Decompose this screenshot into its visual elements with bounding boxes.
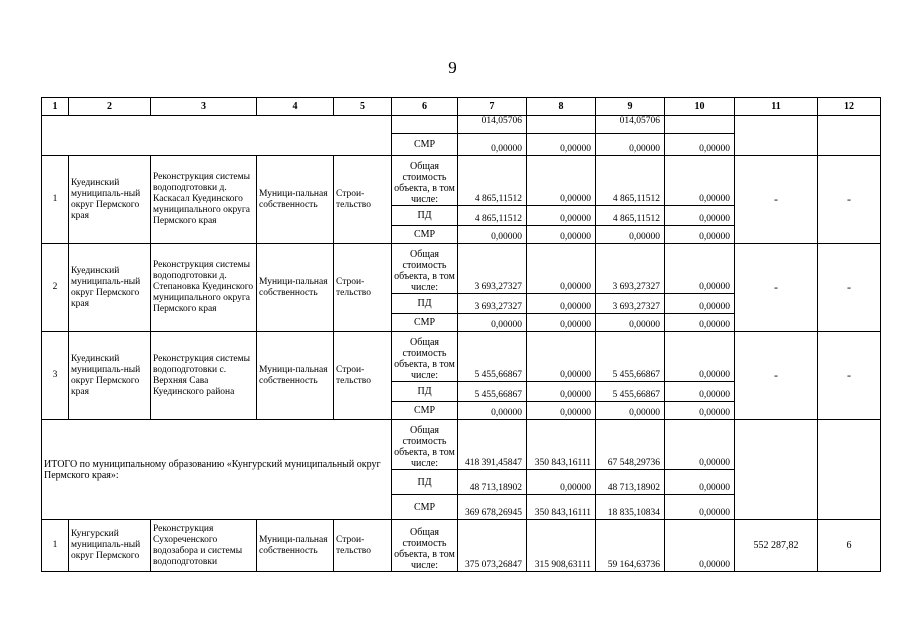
- value-cell: 0,00000: [665, 332, 735, 382]
- kind-cell: Строи-тельство: [334, 332, 392, 420]
- district-cell: Куединский муниципаль-ный округ Пермского края: [69, 244, 151, 332]
- value-cell: 59 164,63736: [596, 520, 665, 572]
- value-cell: 0,00000: [527, 294, 596, 314]
- kind-cell: Строи-тельство: [334, 520, 392, 572]
- page-number: 9: [448, 58, 457, 77]
- value-cell: 0,00000: [527, 382, 596, 402]
- value-cell: 0,00000: [665, 226, 735, 244]
- pd-label: ПД: [392, 206, 458, 226]
- object-cell: Реконструкция Сухореченского водозабора и системы водоподготовки: [151, 520, 257, 572]
- object-row: [42, 520, 881, 572]
- value-cell: 3 693,27327: [458, 244, 527, 294]
- continuation-empty: [42, 116, 392, 156]
- value-cell: 0,00000: [665, 470, 735, 495]
- total-label: Общая стоимость объекта, в том числе:: [392, 420, 458, 470]
- value-cell: 0,00000: [665, 402, 735, 420]
- header-cell: 7: [458, 98, 527, 116]
- value-cell: 5 455,66867: [596, 332, 665, 382]
- header-cell: 8: [527, 98, 596, 116]
- ownership-cell: Муници-пальная собственность: [257, 332, 334, 420]
- header-cell: 1: [42, 98, 69, 116]
- total-label: Общая стоимость объекта, в том числе:: [392, 244, 458, 294]
- value-cell: 0,00000: [665, 382, 735, 402]
- value-cell: 5 455,66867: [596, 382, 665, 402]
- value-cell: 0,00000: [527, 206, 596, 226]
- value-cell: 48 713,18902: [458, 470, 527, 495]
- row-number: 1: [42, 520, 69, 572]
- header-cell: 12: [818, 98, 881, 116]
- value-cell: 350 843,16111: [527, 420, 596, 470]
- value-cell: 375 073,26847: [458, 520, 527, 572]
- value-cell: 48 713,18902: [596, 470, 665, 495]
- object-cell: Реконструкция системы водоподготовки с. Верхняя Сава Куединского района: [151, 332, 257, 420]
- value-cell: 4 865,11512: [458, 156, 527, 206]
- value-cell: 4 865,11512: [596, 206, 665, 226]
- value-cell: 0,00000: [665, 294, 735, 314]
- header-cell: 10: [665, 98, 735, 116]
- total-label: Общая стоимость объекта, в том числе:: [392, 156, 458, 206]
- value-cell: 0,00000: [458, 134, 527, 156]
- pd-label: ПД: [392, 382, 458, 402]
- header-cell: 3: [151, 98, 257, 116]
- district-cell: Куединский муниципаль-ный округ Пермского края: [69, 332, 151, 420]
- object-cell: Реконструкция системы водоподготовки д. Степановка Куединского муниципального округа Пермского края: [151, 244, 257, 332]
- value-cell: 0,00000: [527, 244, 596, 294]
- value-cell: 014,05706: [596, 116, 665, 134]
- header-row: [42, 98, 881, 116]
- smr-label: СМР: [392, 495, 458, 520]
- value-cell: 0,00000: [596, 402, 665, 420]
- value-cell: 0,00000: [527, 226, 596, 244]
- object-row: [42, 244, 881, 294]
- pd-label: ПД: [392, 294, 458, 314]
- col11-cell: -: [735, 156, 818, 244]
- row-number: 1: [42, 156, 69, 244]
- value-cell: 0,00000: [596, 314, 665, 332]
- value-cell: 418 391,45847: [458, 420, 527, 470]
- header-cell: 5: [334, 98, 392, 116]
- total-label: Общая стоимость объекта, в том числе:: [392, 520, 458, 572]
- smr-label: СМР: [392, 134, 458, 156]
- col12-cell: -: [818, 156, 881, 244]
- district-cell: Кунгурский муниципаль-ный округ Пермского: [69, 520, 151, 572]
- value-cell: 0,00000: [527, 332, 596, 382]
- ownership-cell: Муници-пальная собственность: [257, 156, 334, 244]
- col12-cell: -: [818, 244, 881, 332]
- value-cell: 5 455,66867: [458, 382, 527, 402]
- value-cell: 0,00000: [596, 226, 665, 244]
- object-row: [42, 332, 881, 382]
- smr-label: СМР: [392, 402, 458, 420]
- value-cell: 67 548,29736: [596, 420, 665, 470]
- value-cell: 5 455,66867: [458, 332, 527, 382]
- smr-label: СМР: [392, 226, 458, 244]
- value-cell: 3 693,27327: [596, 294, 665, 314]
- object-cell: Реконструкция системы водоподготовки д. Каскасал Куединского муниципального округа Пермского края: [151, 156, 257, 244]
- header-cell: 4: [257, 98, 334, 116]
- budget-table: [41, 97, 881, 572]
- continuation-row: [42, 116, 881, 134]
- value-cell: 4 865,11512: [596, 156, 665, 206]
- value-cell: 0,00000: [665, 156, 735, 206]
- value-cell: 0,00000: [665, 520, 735, 572]
- object-row: [42, 156, 881, 206]
- value-cell: 3 693,27327: [596, 244, 665, 294]
- value-cell: 014,05706: [458, 116, 527, 134]
- value-cell: 0,00000: [527, 470, 596, 495]
- value-cell: 0,00000: [527, 134, 596, 156]
- value-cell: 350 843,16111: [527, 495, 596, 520]
- col12-cell: -: [818, 332, 881, 420]
- value-cell: 0,00000: [596, 134, 665, 156]
- value-cell: 3 693,27327: [458, 294, 527, 314]
- value-cell: 0,00000: [665, 244, 735, 294]
- value-cell: 315 908,63111: [527, 520, 596, 572]
- value-cell: 0,00000: [527, 314, 596, 332]
- ownership-cell: Муници-пальная собственность: [257, 244, 334, 332]
- value-cell: 0,00000: [458, 402, 527, 420]
- header-cell: 2: [69, 98, 151, 116]
- value-cell: 0,00000: [665, 134, 735, 156]
- col12-cell: 6: [818, 520, 881, 572]
- header-cell: 9: [596, 98, 665, 116]
- row-number: 3: [42, 332, 69, 420]
- col11-cell: -: [735, 244, 818, 332]
- pd-label: ПД: [392, 470, 458, 495]
- value-cell: 0,00000: [665, 495, 735, 520]
- value-cell: 0,00000: [665, 314, 735, 332]
- value-cell: 0,00000: [665, 206, 735, 226]
- col11-cell: -: [735, 332, 818, 420]
- col11-cell: 552 287,82: [735, 520, 818, 572]
- row-number: 2: [42, 244, 69, 332]
- kind-cell: Строи-тельство: [334, 156, 392, 244]
- header-cell: 11: [735, 98, 818, 116]
- kind-cell: Строи-тельство: [334, 244, 392, 332]
- value-cell: 0,00000: [458, 226, 527, 244]
- value-cell: 0,00000: [665, 420, 735, 470]
- subtotal-row: [42, 420, 881, 470]
- value-cell: 369 678,26945: [458, 495, 527, 520]
- subtotal-label: ИТОГО по муниципальному образованию «Кунгурский муниципальный округ Пермского края»:: [42, 420, 392, 520]
- header-cell: 6: [392, 98, 458, 116]
- value-cell: 0,00000: [458, 314, 527, 332]
- value-cell: 0,00000: [527, 402, 596, 420]
- district-cell: Куединский муниципаль-ный округ Пермского края: [69, 156, 151, 244]
- value-cell: 0,00000: [527, 156, 596, 206]
- total-label: Общая стоимость объекта, в том числе:: [392, 332, 458, 382]
- smr-label: СМР: [392, 314, 458, 332]
- value-cell: 18 835,10834: [596, 495, 665, 520]
- value-cell: 4 865,11512: [458, 206, 527, 226]
- ownership-cell: Муници-пальная собственность: [257, 520, 334, 572]
